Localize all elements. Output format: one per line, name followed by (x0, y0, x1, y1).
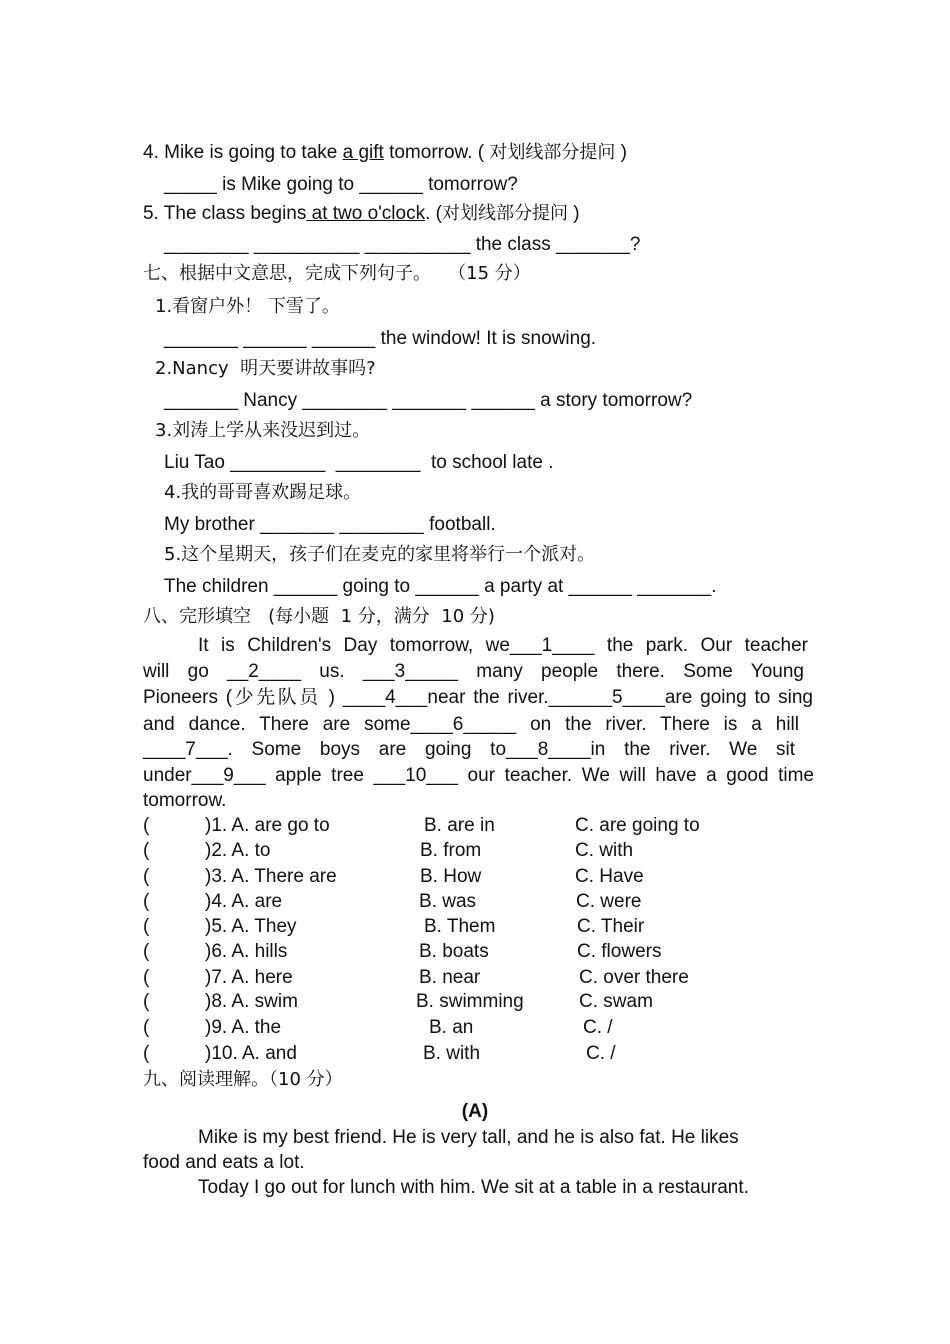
question-4-answer-line: _____ is Mike going to ______ tomorrow? (164, 174, 518, 195)
document-page: 4. Mike is going to take a gift tomorrow. ( 对划线部分提问 ) _____ is Mike going to ______ tomorrow? 5. The class begins at two o'clock. (对划线部分提问 ) ________ __________ __________ the class _______? 七、根据中文意思，完成下列句子。 （15 分） 1.看窗户外！ 下雪了。 _______ ______ ______ the window! It is snowing. 2.Nancy 明天要讲故事吗? _______ Nancy ________ _______ ______ a story tomorrow? 3.刘涛上学从来没迟到过。 Liu Tao _________ ________ to school late . 4.我的哥哥喜欢踢足球。 My brother _______ ________ football. 5.这个星期天，孩子们在麦克的家里将举行一个派对。 The children ______ going to ______ a party at ______ _______. 八、完形填空 (每小题 1 分，满分 10 分) It is Children's Day tomorrow, we___1____ the park. Our teacher will go __2____ us. ___3_____ many people there. Some Young Pioneers (少先队员 ) ____4___near the river.______5____are going to sing and dance. There are some____6_____ on the river. There is a hill ____7___. Some boys are going to___8____in the river. We sit under___9___ apple tree ___10___ our teacher. We will have a good time tomorrow. ( )1. A. are go to B. are in C. are going to ( )2. A. to B. from C. with ( )3. A. There are B. How C. Have ( )4. A. are B. was C. were ( )5. A. They B. Them C. Their ( )6. A. hills B. boats C. flowers ( )7. A. here B. near C. over there ( )8. A. swim B. swimming C. swam ( )9. A. the B. an C. / ( )10. A. and B. with C. / 九、阅读理解。（10 分） (A) Mike is my best friend. He is very tall, and he is also fat. He likes food and eats a lot. Today I go out for lunch with him. We sit at a table in a restaurant. (0, 0, 950, 1344)
option-row-3: )3. A. There are (205, 866, 337, 887)
question-4: 4. Mike is going to take a gift tomorrow. ( 对划线部分提问 ) (143, 142, 627, 163)
reading-line-2: food and eats a lot. (143, 1152, 305, 1173)
section-9-heading: 九、阅读理解。（10 分） (143, 1069, 343, 1090)
option-row-6: )6. A. hills (205, 941, 288, 962)
cloze-passage-line-3: Pioneers (少先队员 ) ____4___near the river.______5____are going to sing (143, 687, 813, 708)
reading-line-1: Mike is my best friend. He is very tall, and he is also fat. He likes (198, 1127, 739, 1148)
option-row-1: )1. A. are go to (205, 815, 330, 836)
section-7-item-1-en: _______ ______ ______ the window! It is snowing. (164, 328, 597, 349)
section-7-item-3-en: Liu Tao _________ ________ to school late . (164, 452, 554, 473)
question-5: 5. The class begins at two o'clock. (对划线部分提问 ) (143, 203, 580, 224)
underlined-phrase: a gift (342, 142, 384, 163)
cloze-passage-line-6: under___9___ apple tree ___10___ our teacher. We will have a good time (143, 765, 814, 786)
section-7-item-5-en: The children ______ going to ______ a party at ______ _______. (164, 576, 717, 597)
section-7-item-3-cn: 3.刘涛上学从来没迟到过。 (155, 420, 371, 441)
cloze-passage-line-5: ____7___. Some boys are going to___8____in the river. We sit (143, 739, 795, 760)
reading-line-3: Today I go out for lunch with him. We sit at a table in a restaurant. (198, 1177, 749, 1198)
section-7-item-4-cn: 4.我的哥哥喜欢踢足球。 (164, 482, 362, 503)
option-row-5: )5. A. They (205, 916, 297, 937)
cloze-passage-line-4: and dance. There are some____6_____ on the river. There is a hill (143, 714, 799, 735)
section-8-heading: 八、完形填空 (每小题 1 分，满分 10 分) (143, 606, 495, 627)
option-row-2: )2. A. to (205, 840, 271, 861)
section-7-item-2-cn: 2.Nancy 明天要讲故事吗? (155, 358, 376, 379)
section-7-item-1-cn: 1.看窗户外！ 下雪了。 (155, 296, 340, 317)
question-5-answer-line: ________ __________ __________ the class _______? (164, 234, 641, 255)
section-7-heading: 七、根据中文意思，完成下列句子。 （15 分） (143, 263, 531, 284)
section-7-item-5-cn: 5.这个星期天，孩子们在麦克的家里将举行一个派对。 (164, 544, 596, 565)
option-row-9: )9. A. the (205, 1017, 282, 1038)
option-row-10: )10. A. and (205, 1043, 297, 1064)
cloze-passage-line-1: It is Children's Day tomorrow, we___1____ the park. Our teacher (198, 635, 808, 656)
option-row-4: )4. A. are (205, 891, 283, 912)
option-row-7: )7. A. here (205, 967, 293, 988)
passage-a-title: (A) (461, 1101, 489, 1122)
underlined-phrase: at two o'clock (306, 203, 426, 224)
section-7-item-4-en: My brother _______ ________ football. (164, 514, 496, 535)
section-7-item-2-en: _______ Nancy ________ _______ ______ a story tomorrow? (164, 390, 693, 411)
option-row-8: )8. A. swim (205, 991, 298, 1012)
cloze-passage-line-7: tomorrow. (143, 790, 227, 811)
cloze-passage-line-2: will go __2____ us. ___3_____ many people there. Some Young (143, 661, 804, 682)
